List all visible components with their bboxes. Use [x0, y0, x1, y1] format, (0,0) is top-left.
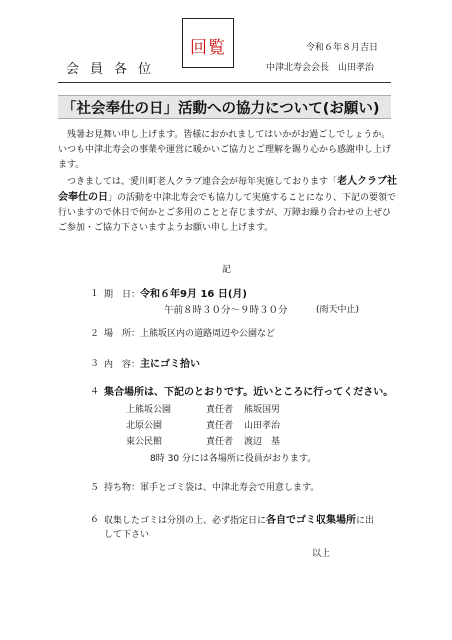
item-date	[104, 285, 247, 300]
officer-note: 8時 30 分には各場所に役員がおります。	[150, 454, 317, 464]
site-person: 熊坂国男	[244, 405, 281, 415]
site-role: 責任者	[206, 421, 234, 431]
meeting-places-heading: 集合場所は、下記のとおりです。近いところに行ってください。	[104, 387, 394, 398]
item-number: ２	[90, 329, 100, 339]
header-divider	[58, 82, 391, 83]
content-label: 内 容：	[104, 360, 141, 370]
greeting-text: 残暑お見舞い申し上げます。皆様におかれましてはいかがお過ごしでしょうか。いつも中津北寿会の事業や運営に暖かいご協力とご理解を賜り心から感謝申し上げます。	[58, 130, 392, 170]
item-garbage	[104, 511, 374, 526]
item-number: ３	[90, 359, 100, 369]
request-paragraph	[58, 174, 398, 236]
item-place: 場 所：上熊坂区内の道路周辺や公園など	[104, 329, 276, 339]
event-date: 令和６年9月 16 日(月)	[140, 289, 247, 300]
item-content	[104, 355, 200, 370]
greeting-paragraph	[58, 128, 398, 173]
item-garbage-line2: して下さい	[104, 530, 150, 540]
event-time: 午前８時３０分～９時３０分	[164, 305, 288, 316]
item-number: ４	[90, 387, 100, 397]
request-text-a: つきましては、愛川町老人クラブ連合会が毎年実施しております「	[67, 177, 338, 187]
item-number: ５	[90, 483, 100, 493]
site-role: 責任者	[206, 405, 234, 415]
site-place: 上熊坂公園	[126, 405, 172, 415]
issue-date: 令和６年８月吉日	[305, 43, 378, 53]
content-text: 主にゴミ拾い	[140, 359, 201, 370]
site-role: 責任者	[206, 437, 234, 447]
recipients: 会員各位	[66, 62, 163, 77]
sender: 中津北寿会会長 山田孝治	[266, 63, 375, 73]
garbage-place: 各自でゴミ収集場所	[266, 515, 357, 526]
garbage-text-b: に出	[356, 516, 375, 526]
item-number: ６	[90, 515, 100, 525]
rain-note: (雨天中止)	[316, 305, 360, 315]
closing: 以上	[312, 549, 331, 559]
site-place: 北原公園	[126, 421, 163, 431]
item-belongings: 持ち物：軍手とゴミ袋は、中津北寿会で用意します。	[104, 483, 320, 493]
ki-heading: 記	[222, 265, 232, 275]
event-name: 老人クラブ社会奉仕の日	[58, 176, 398, 203]
item-number: １	[90, 289, 100, 299]
request-text-b: 」の活動を中津北寿会でも協力して実施することになり、下記の要領で行いますので休日で何かとご多用のことと存じますが、万障お繰り合わせの上ぜひご参加・ご協力下さいますようお願い申し上げます。	[58, 193, 397, 233]
site-person: 山田孝治	[244, 421, 281, 431]
request-text	[58, 174, 398, 236]
document-title: 「社会奉仕の日」活動への協力について(お願い)	[62, 101, 380, 117]
garbage-text-a: 収集したゴミは分別の上、必ず指定日に	[104, 516, 267, 526]
date-label: 期 日：	[104, 290, 141, 300]
site-person: 渡辺 基	[244, 437, 281, 447]
site-place: 東公民館	[126, 437, 163, 447]
circulation-stamp: 回覧	[190, 38, 226, 58]
